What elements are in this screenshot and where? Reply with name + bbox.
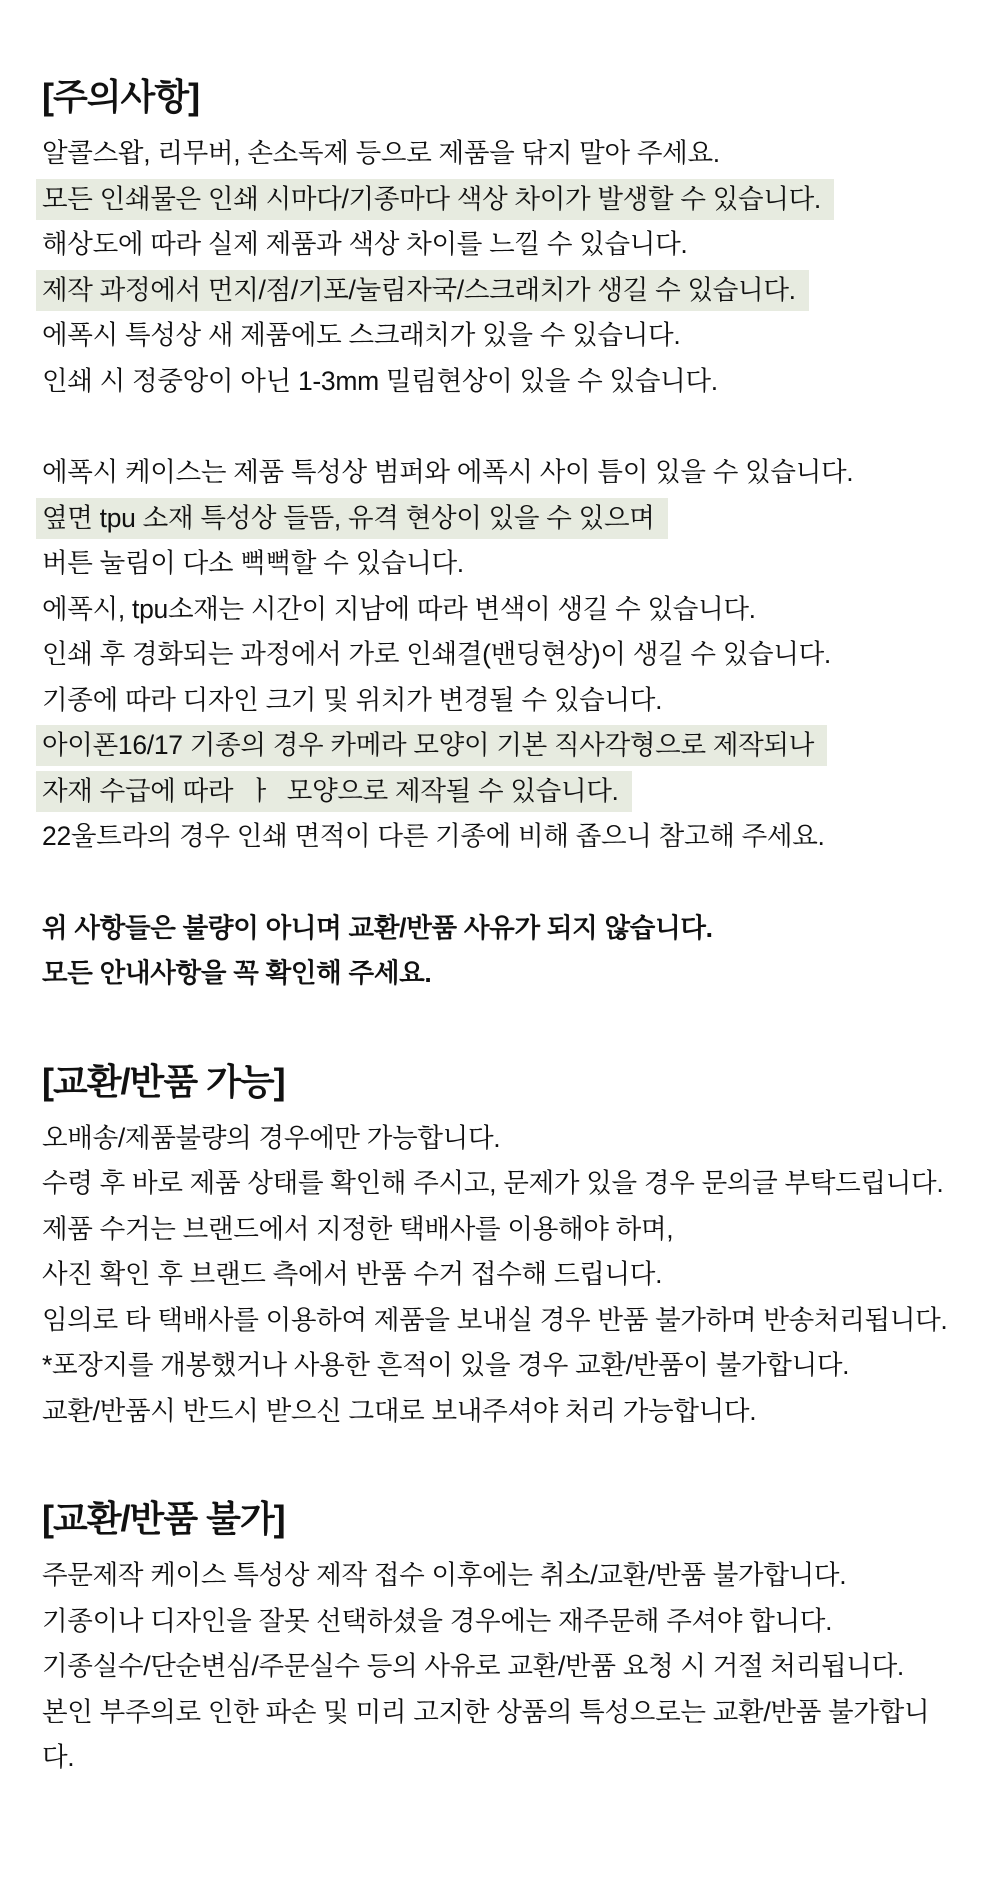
- notice-line: [42, 450, 960, 496]
- notice-line-text: 본인 부주의로 인한 파손 및 미리 고지한 상품의 특성으로는 교환/반품 불가합니다.: [42, 1696, 930, 1772]
- notice-line: [42, 1207, 960, 1253]
- notice-line-text: 에폭시 케이스는 제품 특성상 범퍼와 에폭시 사이 틈이 있을 수 있습니다.: [42, 457, 854, 487]
- notice-line: [42, 177, 960, 223]
- notice-line: [42, 1116, 960, 1162]
- notice-line-text: 모든 안내사항을 꼭 확인해 주세요.: [42, 958, 432, 988]
- notice-line-text: 오배송/제품불량의 경우에만 가능합니다.: [42, 1122, 501, 1153]
- notice-line: [42, 1298, 960, 1344]
- section-heading: [교환/반품 가능]: [42, 1060, 285, 1102]
- notice-line: [42, 906, 960, 952]
- notice-line-text-highlighted: 제작 과정에서 먼지/점/기포/눌림자국/스크래치가 생길 수 있습니다.: [36, 270, 809, 311]
- notice-line: [42, 587, 960, 633]
- notice-line: [42, 1599, 960, 1645]
- notice-line-text: 기종에 따라 디자인 크기 및 위치가 변경될 수 있습니다.: [42, 684, 663, 715]
- notice-line: [42, 131, 960, 177]
- notice-line-text: 주문제작 케이스 특성상 제작 접수 이후에는 취소/교환/반품 불가합니다.: [42, 1560, 847, 1590]
- notice-section: [42, 1059, 960, 1435]
- notice-line-text: 인쇄 후 경화되는 과정에서 가로 인쇄결(밴딩현상)이 생길 수 있습니다.: [42, 639, 831, 669]
- notice-line: [42, 1644, 960, 1690]
- notice-line: [42, 1389, 960, 1435]
- notice-line: [42, 632, 960, 678]
- notice-line-text: 에폭시, tpu소재는 시간이 지남에 따라 변색이 생길 수 있습니다.: [42, 593, 756, 624]
- notice-line: [42, 723, 960, 769]
- notice-line-text: 22울트라의 경우 인쇄 면적이 다른 기종에 비해 좁으니 참고해 주세요.: [42, 821, 825, 851]
- notice-line-text-highlighted: 아이폰16/17 기종의 경우 카메라 모양이 기본 직사각형으로 제작되나: [36, 725, 827, 766]
- notice-line: [42, 1553, 960, 1599]
- notice-line-text: 기종실수/단순변심/주문실수 등의 사유로 교환/반품 요청 시 거절 처리됩니다.: [42, 1651, 904, 1681]
- notice-line-text: 사진 확인 후 브랜드 측에서 반품 수거 접수해 드립니다.: [42, 1259, 663, 1289]
- notice-line-text: 임의로 타 택배사를 이용하여 제품을 보내실 경우 반품 불가하며 반송처리됩니다.: [42, 1304, 948, 1335]
- notice-line-text: 교환/반품시 반드시 받으신 그대로 보내주셔야 처리 가능합니다.: [42, 1395, 757, 1426]
- section-heading: [주의사항]: [42, 76, 200, 117]
- notice-section: [42, 74, 960, 997]
- notice-line-text: 수령 후 바로 제품 상태를 확인해 주시고, 문제가 있을 경우 문의글 부탁드립니다.: [42, 1168, 944, 1198]
- notice-line-text: 에폭시 특성상 새 제품에도 스크래치가 있을 수 있습니다.: [42, 320, 681, 350]
- notice-line: [42, 313, 960, 359]
- notice-line-text: 버튼 눌림이 다소 뻑뻑할 수 있습니다.: [42, 548, 464, 578]
- line-spacer: [42, 404, 960, 450]
- notice-line: [42, 814, 960, 860]
- notice-line-text: 해상도에 따라 실제 제품과 색상 차이를 느낄 수 있습니다.: [42, 229, 688, 259]
- notice-line-text: 알콜스왑, 리무버, 손소독제 등으로 제품을 닦지 말아 주세요.: [42, 138, 720, 168]
- section-lines: [42, 131, 960, 997]
- notice-line-text: 인쇄 시 정중앙이 아닌 1-3mm 밀림현상이 있을 수 있습니다.: [42, 365, 718, 396]
- notice-line: [42, 769, 960, 815]
- notice-line: [42, 1252, 960, 1298]
- notice-line: [42, 1690, 960, 1781]
- notice-line: [42, 359, 960, 405]
- notice-line: [42, 678, 960, 724]
- section-lines: [42, 1116, 960, 1435]
- notice-section: [42, 1496, 960, 1781]
- notice-line: [42, 222, 960, 268]
- line-spacer: [42, 860, 960, 906]
- notice-line-text-highlighted: 자재 수급에 따라 ㅏ 모양으로 제작될 수 있습니다.: [36, 771, 632, 812]
- notice-line: [42, 541, 960, 587]
- notice-line: [42, 1343, 960, 1389]
- notice-line-text-highlighted: 옆면 tpu 소재 특성상 들뜸, 유격 현상이 있을 수 있으며: [36, 498, 668, 539]
- notice-line-text-highlighted: 모든 인쇄물은 인쇄 시마다/기종마다 색상 차이가 발생할 수 있습니다.: [36, 179, 834, 220]
- notice-line-text: 기종이나 디자인을 잘못 선택하셨을 경우에는 재주문해 주셔야 합니다.: [42, 1605, 833, 1636]
- notice-line: [42, 496, 960, 542]
- notice-line: [42, 951, 960, 997]
- notice-line: [42, 268, 960, 314]
- notice-line-text: 제품 수거는 브랜드에서 지정한 택배사를 이용해야 하며,: [42, 1213, 674, 1244]
- notice-line-text: *포장지를 개봉했거나 사용한 흔적이 있을 경우 교환/반품이 불가합니다.: [42, 1350, 850, 1380]
- notice-line-text: 위 사항들은 불량이 아니며 교환/반품 사유가 되지 않습니다.: [42, 912, 713, 943]
- notice-line: [42, 1161, 960, 1207]
- section-lines: [42, 1553, 960, 1781]
- section-heading: [교환/반품 불가]: [42, 1498, 285, 1539]
